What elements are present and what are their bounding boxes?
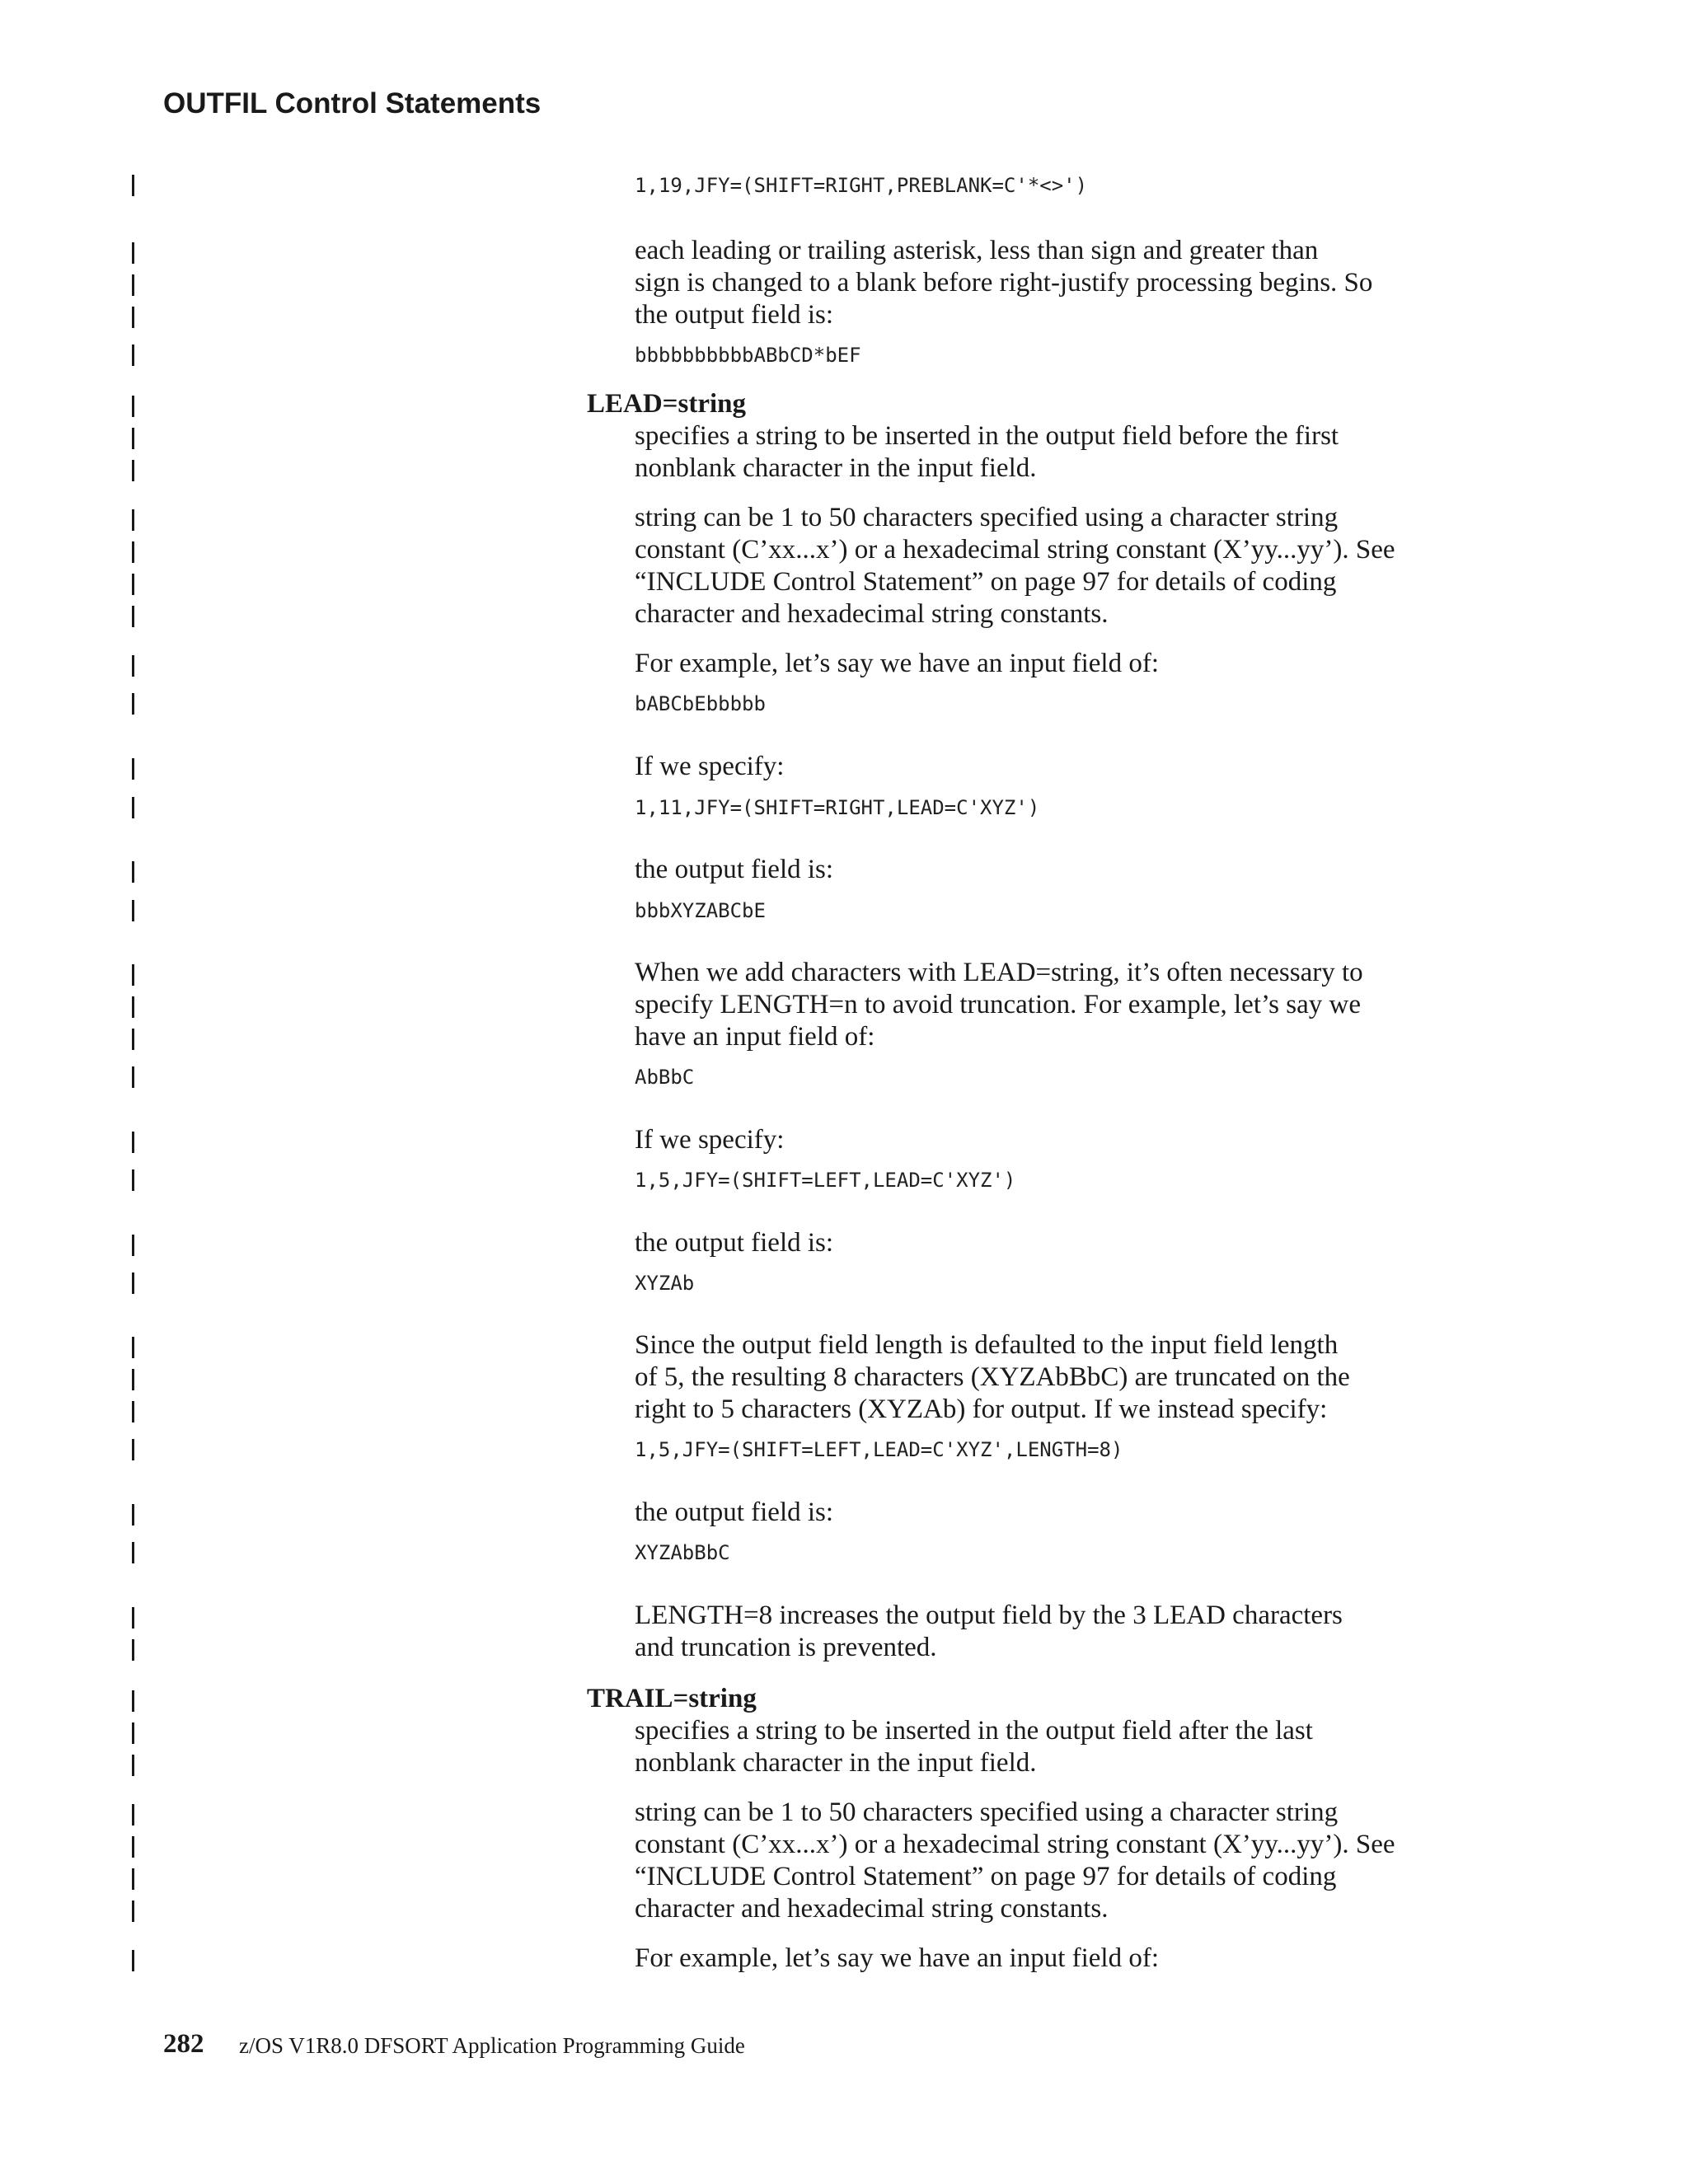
paragraph-line: “INCLUDE Control Statement” on page 97 for details of coding — [635, 1862, 1337, 1891]
change-bar — [132, 541, 134, 563]
change-bar — [132, 900, 134, 921]
paragraph-line: of 5, the resulting 8 characters (XYZAbBbC) are truncated on the — [635, 1362, 1350, 1392]
change-bar — [132, 274, 134, 296]
paragraph-line: For example, let’s say we have an input field of: — [635, 1943, 1159, 1973]
paragraph-line: specifies a string to be inserted in the output field before the first — [635, 421, 1339, 451]
change-bar — [132, 1066, 134, 1088]
change-bar — [132, 307, 134, 328]
paragraph-line: If we specify: — [635, 752, 785, 781]
change-bar — [132, 1369, 134, 1390]
paragraph-line: each leading or trailing asterisk, less than sign and greater than — [635, 236, 1319, 265]
paragraph-line: specifies a string to be inserted in the output field after the last — [635, 1716, 1313, 1746]
change-bar — [132, 1439, 134, 1460]
code-example: XYZAbBbC — [635, 1541, 730, 1564]
paragraph-line: character and hexadecimal string constants. — [635, 599, 1109, 629]
change-bar — [132, 574, 134, 595]
code-example: 1,11,JFY=(SHIFT=RIGHT,LEAD=C'XYZ') — [635, 796, 1040, 819]
change-bar — [132, 1836, 134, 1858]
code-example: 1,5,JFY=(SHIFT=LEFT,LEAD=C'XYZ') — [635, 1169, 1016, 1192]
change-bar — [132, 964, 134, 986]
term-lead: LEAD=string — [587, 389, 746, 419]
change-bar — [132, 1337, 134, 1358]
paragraph-line: nonblank character in the input field. — [635, 453, 1037, 483]
paragraph-line: specify LENGTH=n to avoid truncation. For example, let’s say we — [635, 990, 1361, 1019]
change-bar — [132, 1132, 134, 1153]
change-bar — [132, 1804, 134, 1825]
change-bar — [132, 861, 134, 883]
change-bar — [132, 1900, 134, 1922]
paragraph-line: the output field is: — [635, 855, 834, 884]
paragraph-line: string can be 1 to 50 characters specified using a character string — [635, 503, 1339, 532]
paragraph-line: nonblank character in the input field. — [635, 1748, 1037, 1778]
paragraph-line: “INCLUDE Control Statement” on page 97 for details of coding — [635, 567, 1337, 597]
code-example: bABCbEbbbbb — [635, 692, 766, 715]
paragraph-line: For example, let’s say we have an input field of: — [635, 649, 1159, 678]
paragraph-line: right to 5 characters (XYZAb) for output. If we instead specify: — [635, 1394, 1328, 1424]
change-bar — [132, 1542, 134, 1563]
change-bar — [132, 606, 134, 627]
change-bar — [132, 1169, 134, 1191]
change-bar — [132, 396, 134, 417]
paragraph-line: character and hexadecimal string constants. — [635, 1894, 1109, 1924]
change-bar — [132, 460, 134, 481]
paragraph-line: sign is changed to a blank before right-justify processing begins. So — [635, 268, 1373, 298]
paragraph-line: and truncation is prevented. — [635, 1633, 937, 1662]
change-bar — [132, 175, 134, 196]
term-trail: TRAIL=string — [587, 1684, 757, 1713]
paragraph-line: the output field is: — [635, 300, 834, 330]
footer-book-title: z/OS V1R8.0 DFSORT Application Programming Guide — [239, 2033, 745, 2058]
paragraph-line: the output field is: — [635, 1497, 834, 1527]
change-bar — [132, 1607, 134, 1629]
code-example: 1,19,JFY=(SHIFT=RIGHT,PREBLANK=C'*<>') — [635, 174, 1088, 197]
change-bar — [132, 242, 134, 264]
change-bar — [132, 655, 134, 677]
code-example: XYZAb — [635, 1272, 695, 1295]
code-example: bbbXYZABCbE — [635, 899, 766, 922]
change-bar — [132, 344, 134, 366]
paragraph-line: Since the output field length is defaulted to the input field length — [635, 1330, 1339, 1360]
change-bar — [132, 1690, 134, 1712]
change-bar — [132, 1272, 134, 1294]
code-example: AbBbC — [635, 1066, 695, 1089]
change-bar — [132, 1235, 134, 1256]
paragraph-line: When we add characters with LEAD=string, it’s often necessary to — [635, 958, 1363, 987]
change-bar — [132, 1950, 134, 1971]
change-bar — [132, 1504, 134, 1526]
paragraph-line: If we specify: — [635, 1125, 785, 1155]
change-bar — [132, 996, 134, 1018]
running-header: OUTFIL Control Statements — [163, 87, 542, 120]
change-bar — [132, 797, 134, 818]
change-bar — [132, 1639, 134, 1661]
paragraph-line: constant (C’xx...x’) or a hexadecimal string constant (X’yy...yy’). See — [635, 535, 1395, 565]
code-example: 1,5,JFY=(SHIFT=LEFT,LEAD=C'XYZ',LENGTH=8) — [635, 1438, 1123, 1461]
change-bar — [132, 758, 134, 780]
change-bar — [132, 1868, 134, 1890]
change-bar — [132, 428, 134, 449]
change-bar — [132, 693, 134, 715]
paragraph-line: constant (C’xx...x’) or a hexadecimal string constant (X’yy...yy’). See — [635, 1830, 1395, 1859]
change-bar — [132, 509, 134, 531]
change-bar — [132, 1722, 134, 1744]
code-example: bbbbbbbbbbABbCD*bEF — [635, 344, 861, 367]
page-number: 282 — [163, 2029, 204, 2059]
change-bar — [132, 1029, 134, 1050]
paragraph-line: have an input field of: — [635, 1022, 875, 1052]
paragraph-line: string can be 1 to 50 characters specified using a character string — [635, 1797, 1339, 1827]
change-bar — [132, 1401, 134, 1422]
paragraph-line: the output field is: — [635, 1228, 834, 1258]
change-bar — [132, 1755, 134, 1776]
paragraph-line: LENGTH=8 increases the output field by the 3 LEAD characters — [635, 1601, 1343, 1630]
